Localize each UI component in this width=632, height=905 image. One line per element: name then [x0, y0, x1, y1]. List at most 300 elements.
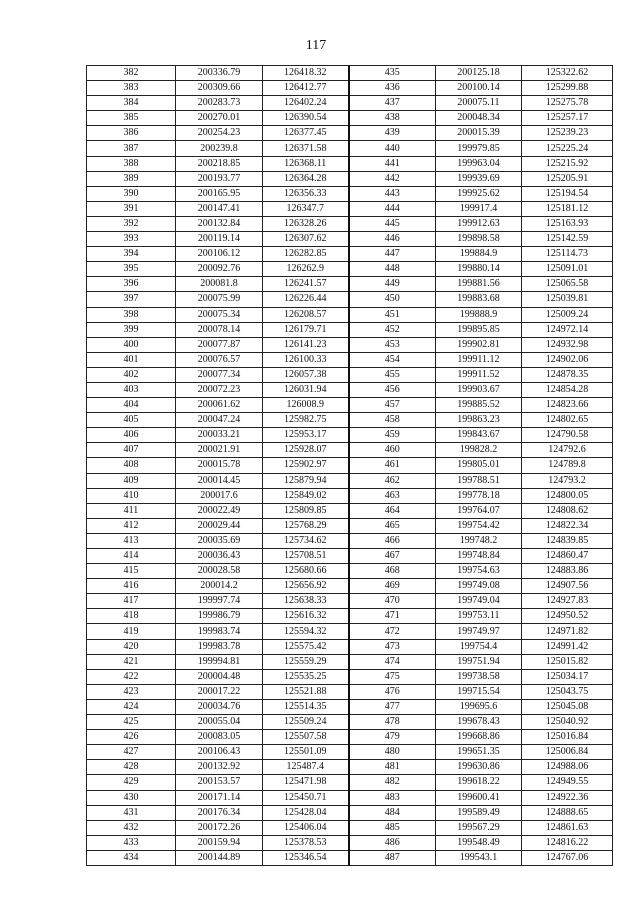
y-coordinate-cell: 125902.97	[263, 458, 349, 473]
y-coordinate-cell: 125205.91	[522, 171, 613, 186]
y-coordinate-cell: 124822.34	[522, 518, 613, 533]
y-coordinate-cell: 126328.26	[263, 216, 349, 231]
table-row	[87, 66, 613, 81]
x-coordinate-cell: 199618.22	[436, 775, 522, 790]
table-row	[87, 654, 613, 669]
x-coordinate-cell: 199925.62	[436, 186, 522, 201]
point-number-cell: 396	[87, 277, 176, 292]
point-number-cell: 487	[349, 850, 436, 865]
x-coordinate-cell: 199754.4	[436, 639, 522, 654]
page-number: 117	[305, 38, 327, 53]
x-coordinate-cell: 200092.76	[176, 262, 263, 277]
point-number-cell: 397	[87, 292, 176, 307]
point-number-cell: 480	[349, 745, 436, 760]
x-coordinate-cell: 200036.43	[176, 549, 263, 564]
y-coordinate-cell: 125346.54	[263, 850, 349, 865]
y-coordinate-cell: 125015.82	[522, 654, 613, 669]
x-coordinate-cell: 200015.39	[436, 126, 522, 141]
y-coordinate-cell: 124802.65	[522, 413, 613, 428]
y-coordinate-cell: 126208.57	[263, 307, 349, 322]
y-coordinate-cell: 125215.92	[522, 156, 613, 171]
x-coordinate-cell: 200081.8	[176, 277, 263, 292]
table-row	[87, 639, 613, 654]
x-coordinate-cell: 199843.67	[436, 428, 522, 443]
point-number-cell: 437	[349, 96, 436, 111]
table-row	[87, 262, 613, 277]
table-row	[87, 186, 613, 201]
coordinates-table	[86, 65, 613, 866]
y-coordinate-cell: 125879.94	[263, 473, 349, 488]
x-coordinate-cell: 199678.43	[436, 715, 522, 730]
x-coordinate-cell: 200076.57	[176, 352, 263, 367]
y-coordinate-cell: 124907.56	[522, 579, 613, 594]
y-coordinate-cell: 124854.28	[522, 382, 613, 397]
y-coordinate-cell: 125016.84	[522, 730, 613, 745]
table-row	[87, 277, 613, 292]
point-number-cell: 441	[349, 156, 436, 171]
y-coordinate-cell: 125928.07	[263, 443, 349, 458]
x-coordinate-cell: 200172.26	[176, 820, 263, 835]
x-coordinate-cell: 200075.34	[176, 307, 263, 322]
table-row	[87, 549, 613, 564]
point-number-cell: 473	[349, 639, 436, 654]
point-number-cell: 484	[349, 805, 436, 820]
point-number-cell: 485	[349, 820, 436, 835]
point-number-cell: 399	[87, 322, 176, 337]
x-coordinate-cell: 200309.66	[176, 81, 263, 96]
point-number-cell: 443	[349, 186, 436, 201]
y-coordinate-cell: 126100.33	[263, 352, 349, 367]
point-number-cell: 427	[87, 745, 176, 760]
y-coordinate-cell: 126412.77	[263, 81, 349, 96]
point-number-cell: 384	[87, 96, 176, 111]
x-coordinate-cell: 200075.99	[176, 292, 263, 307]
x-coordinate-cell: 199738.58	[436, 669, 522, 684]
y-coordinate-cell: 125450.71	[263, 790, 349, 805]
x-coordinate-cell: 199749.04	[436, 594, 522, 609]
y-coordinate-cell: 125322.62	[522, 66, 613, 81]
point-number-cell: 446	[349, 232, 436, 247]
point-number-cell: 477	[349, 699, 436, 714]
point-number-cell: 394	[87, 247, 176, 262]
y-coordinate-cell: 126356.33	[263, 186, 349, 201]
x-coordinate-cell: 199749.97	[436, 624, 522, 639]
y-coordinate-cell: 126282.85	[263, 247, 349, 262]
x-coordinate-cell: 200055.04	[176, 715, 263, 730]
x-coordinate-cell: 200078.14	[176, 322, 263, 337]
y-coordinate-cell: 124971.82	[522, 624, 613, 639]
table-row	[87, 322, 613, 337]
x-coordinate-cell: 199994.81	[176, 654, 263, 669]
point-number-cell: 406	[87, 428, 176, 443]
point-number-cell: 452	[349, 322, 436, 337]
y-coordinate-cell: 126368.11	[263, 156, 349, 171]
y-coordinate-cell: 124972.14	[522, 322, 613, 337]
point-number-cell: 462	[349, 473, 436, 488]
point-number-cell: 474	[349, 654, 436, 669]
x-coordinate-cell: 200132.84	[176, 216, 263, 231]
point-number-cell: 447	[349, 247, 436, 262]
y-coordinate-cell: 124950.52	[522, 609, 613, 624]
x-coordinate-cell: 200100.14	[436, 81, 522, 96]
y-coordinate-cell: 124839.85	[522, 533, 613, 548]
point-number-cell: 467	[349, 549, 436, 564]
point-number-cell: 385	[87, 111, 176, 126]
x-coordinate-cell: 200014.2	[176, 579, 263, 594]
y-coordinate-cell: 126057.38	[263, 367, 349, 382]
x-coordinate-cell: 199986.79	[176, 609, 263, 624]
y-coordinate-cell: 124861.63	[522, 820, 613, 835]
point-number-cell: 444	[349, 201, 436, 216]
x-coordinate-cell: 199828.2	[436, 443, 522, 458]
point-number-cell: 390	[87, 186, 176, 201]
y-coordinate-cell: 125514.35	[263, 699, 349, 714]
x-coordinate-cell: 200193.77	[176, 171, 263, 186]
x-coordinate-cell: 199668.86	[436, 730, 522, 745]
y-coordinate-cell: 124878.35	[522, 367, 613, 382]
x-coordinate-cell: 200077.34	[176, 367, 263, 382]
x-coordinate-cell: 199898.58	[436, 232, 522, 247]
y-coordinate-cell: 126364.28	[263, 171, 349, 186]
x-coordinate-cell: 199917.4	[436, 201, 522, 216]
x-coordinate-cell: 200218.85	[176, 156, 263, 171]
x-coordinate-cell: 200029.44	[176, 518, 263, 533]
table-row	[87, 790, 613, 805]
x-coordinate-cell: 200283.73	[176, 96, 263, 111]
point-number-cell: 483	[349, 790, 436, 805]
table-row	[87, 111, 613, 126]
y-coordinate-cell: 126226.44	[263, 292, 349, 307]
y-coordinate-cell: 125953.17	[263, 428, 349, 443]
x-coordinate-cell: 199754.42	[436, 518, 522, 533]
point-number-cell: 414	[87, 549, 176, 564]
y-coordinate-cell: 126031.94	[263, 382, 349, 397]
y-coordinate-cell: 125507.58	[263, 730, 349, 745]
y-coordinate-cell: 126179.71	[263, 322, 349, 337]
table-row	[87, 443, 613, 458]
y-coordinate-cell: 125299.88	[522, 81, 613, 96]
point-number-cell: 454	[349, 352, 436, 367]
y-coordinate-cell: 126390.54	[263, 111, 349, 126]
y-coordinate-cell: 124988.06	[522, 760, 613, 775]
table-row	[87, 171, 613, 186]
x-coordinate-cell: 199589.49	[436, 805, 522, 820]
x-coordinate-cell: 200072.23	[176, 382, 263, 397]
point-number-cell: 465	[349, 518, 436, 533]
point-number-cell: 424	[87, 699, 176, 714]
point-number-cell: 388	[87, 156, 176, 171]
x-coordinate-cell: 199983.74	[176, 624, 263, 639]
x-coordinate-cell: 199778.18	[436, 488, 522, 503]
table-row	[87, 699, 613, 714]
point-number-cell: 482	[349, 775, 436, 790]
point-number-cell: 391	[87, 201, 176, 216]
point-number-cell: 440	[349, 141, 436, 156]
y-coordinate-cell: 125034.17	[522, 669, 613, 684]
y-coordinate-cell: 125257.17	[522, 111, 613, 126]
x-coordinate-cell: 200033.21	[176, 428, 263, 443]
table-row	[87, 760, 613, 775]
point-number-cell: 408	[87, 458, 176, 473]
point-number-cell: 422	[87, 669, 176, 684]
point-number-cell: 478	[349, 715, 436, 730]
y-coordinate-cell: 125809.85	[263, 503, 349, 518]
x-coordinate-cell: 199863.23	[436, 413, 522, 428]
table-row	[87, 458, 613, 473]
x-coordinate-cell: 200014.45	[176, 473, 263, 488]
point-number-cell: 419	[87, 624, 176, 639]
table-row	[87, 398, 613, 413]
x-coordinate-cell: 200153.57	[176, 775, 263, 790]
point-number-cell: 453	[349, 337, 436, 352]
x-coordinate-cell: 200077.87	[176, 337, 263, 352]
x-coordinate-cell: 200165.95	[176, 186, 263, 201]
y-coordinate-cell: 125275.78	[522, 96, 613, 111]
x-coordinate-cell: 199895.85	[436, 322, 522, 337]
y-coordinate-cell: 125045.08	[522, 699, 613, 714]
point-number-cell: 383	[87, 81, 176, 96]
x-coordinate-cell: 199548.49	[436, 835, 522, 850]
point-number-cell: 442	[349, 171, 436, 186]
x-coordinate-cell: 199979.85	[436, 141, 522, 156]
x-coordinate-cell: 200176.34	[176, 805, 263, 820]
x-coordinate-cell: 199753.11	[436, 609, 522, 624]
point-number-cell: 458	[349, 413, 436, 428]
y-coordinate-cell: 125039.81	[522, 292, 613, 307]
x-coordinate-cell: 200119.14	[176, 232, 263, 247]
point-number-cell: 431	[87, 805, 176, 820]
table-row	[87, 579, 613, 594]
y-coordinate-cell: 124883.86	[522, 564, 613, 579]
y-coordinate-cell: 126377.45	[263, 126, 349, 141]
point-number-cell: 382	[87, 66, 176, 81]
x-coordinate-cell: 200254.23	[176, 126, 263, 141]
x-coordinate-cell: 200336.79	[176, 66, 263, 81]
point-number-cell: 445	[349, 216, 436, 231]
x-coordinate-cell: 199630.86	[436, 760, 522, 775]
point-number-cell: 416	[87, 579, 176, 594]
y-coordinate-cell: 125114.73	[522, 247, 613, 262]
y-coordinate-cell: 126307.62	[263, 232, 349, 247]
table-row	[87, 247, 613, 262]
point-number-cell: 449	[349, 277, 436, 292]
point-number-cell: 460	[349, 443, 436, 458]
point-number-cell: 468	[349, 564, 436, 579]
point-number-cell: 415	[87, 564, 176, 579]
point-number-cell: 404	[87, 398, 176, 413]
x-coordinate-cell: 199888.9	[436, 307, 522, 322]
x-coordinate-cell: 199748.2	[436, 533, 522, 548]
x-coordinate-cell: 200047.24	[176, 413, 263, 428]
point-number-cell: 434	[87, 850, 176, 865]
y-coordinate-cell: 124902.06	[522, 352, 613, 367]
point-number-cell: 421	[87, 654, 176, 669]
table-row	[87, 518, 613, 533]
y-coordinate-cell: 124823.66	[522, 398, 613, 413]
y-coordinate-cell: 124789.8	[522, 458, 613, 473]
point-number-cell: 386	[87, 126, 176, 141]
x-coordinate-cell: 199912.63	[436, 216, 522, 231]
y-coordinate-cell: 124808.62	[522, 503, 613, 518]
x-coordinate-cell: 199764.07	[436, 503, 522, 518]
y-coordinate-cell: 125225.24	[522, 141, 613, 156]
point-number-cell: 393	[87, 232, 176, 247]
y-coordinate-cell: 125040.92	[522, 715, 613, 730]
point-number-cell: 429	[87, 775, 176, 790]
y-coordinate-cell: 125734.62	[263, 533, 349, 548]
x-coordinate-cell: 200239.8	[176, 141, 263, 156]
point-number-cell: 398	[87, 307, 176, 322]
point-number-cell: 472	[349, 624, 436, 639]
x-coordinate-cell: 200034.76	[176, 699, 263, 714]
y-coordinate-cell: 125194.54	[522, 186, 613, 201]
point-number-cell: 426	[87, 730, 176, 745]
y-coordinate-cell: 124991.42	[522, 639, 613, 654]
x-coordinate-cell: 200017.6	[176, 488, 263, 503]
x-coordinate-cell: 199885.52	[436, 398, 522, 413]
point-number-cell: 425	[87, 715, 176, 730]
point-number-cell: 466	[349, 533, 436, 548]
x-coordinate-cell: 199997.74	[176, 594, 263, 609]
y-coordinate-cell: 125378.53	[263, 835, 349, 850]
point-number-cell: 395	[87, 262, 176, 277]
x-coordinate-cell: 199751.94	[436, 654, 522, 669]
point-number-cell: 430	[87, 790, 176, 805]
point-number-cell: 463	[349, 488, 436, 503]
y-coordinate-cell: 124816.22	[522, 835, 613, 850]
y-coordinate-cell: 126262.9	[263, 262, 349, 277]
table-row	[87, 850, 613, 865]
x-coordinate-cell: 200015.78	[176, 458, 263, 473]
point-number-cell: 411	[87, 503, 176, 518]
y-coordinate-cell: 125521.88	[263, 684, 349, 699]
x-coordinate-cell: 200028.58	[176, 564, 263, 579]
y-coordinate-cell: 124927.83	[522, 594, 613, 609]
y-coordinate-cell: 126008.9	[263, 398, 349, 413]
point-number-cell: 432	[87, 820, 176, 835]
y-coordinate-cell: 124767.06	[522, 850, 613, 865]
table-row	[87, 232, 613, 247]
table-row	[87, 96, 613, 111]
y-coordinate-cell: 125501.09	[263, 745, 349, 760]
table-row	[87, 352, 613, 367]
table-row	[87, 503, 613, 518]
table-row	[87, 684, 613, 699]
y-coordinate-cell: 125509.24	[263, 715, 349, 730]
x-coordinate-cell: 200061.62	[176, 398, 263, 413]
y-coordinate-cell: 125043.75	[522, 684, 613, 699]
x-coordinate-cell: 200048.34	[436, 111, 522, 126]
x-coordinate-cell: 199902.81	[436, 337, 522, 352]
x-coordinate-cell: 199651.35	[436, 745, 522, 760]
point-number-cell: 470	[349, 594, 436, 609]
table-row	[87, 594, 613, 609]
point-number-cell: 392	[87, 216, 176, 231]
point-number-cell: 401	[87, 352, 176, 367]
y-coordinate-cell: 126141.23	[263, 337, 349, 352]
point-number-cell: 410	[87, 488, 176, 503]
x-coordinate-cell: 199600.41	[436, 790, 522, 805]
table-row	[87, 216, 613, 231]
point-number-cell: 420	[87, 639, 176, 654]
y-coordinate-cell: 125406.04	[263, 820, 349, 835]
table-row	[87, 564, 613, 579]
point-number-cell: 439	[349, 126, 436, 141]
point-number-cell: 479	[349, 730, 436, 745]
point-number-cell: 448	[349, 262, 436, 277]
point-number-cell: 486	[349, 835, 436, 850]
x-coordinate-cell: 199884.9	[436, 247, 522, 262]
y-coordinate-cell: 124922.36	[522, 790, 613, 805]
y-coordinate-cell: 126402.24	[263, 96, 349, 111]
y-coordinate-cell: 125239.23	[522, 126, 613, 141]
y-coordinate-cell: 125471.98	[263, 775, 349, 790]
y-coordinate-cell: 126241.57	[263, 277, 349, 292]
x-coordinate-cell: 199881.56	[436, 277, 522, 292]
x-coordinate-cell: 200270.01	[176, 111, 263, 126]
point-number-cell: 464	[349, 503, 436, 518]
y-coordinate-cell: 125559.29	[263, 654, 349, 669]
point-number-cell: 418	[87, 609, 176, 624]
table-row	[87, 141, 613, 156]
x-coordinate-cell: 199754.63	[436, 564, 522, 579]
y-coordinate-cell: 126418.32	[263, 66, 349, 81]
point-number-cell: 402	[87, 367, 176, 382]
y-coordinate-cell: 125849.02	[263, 488, 349, 503]
y-coordinate-cell: 125616.32	[263, 609, 349, 624]
y-coordinate-cell: 125656.92	[263, 579, 349, 594]
table-row	[87, 835, 613, 850]
x-coordinate-cell: 200004.48	[176, 669, 263, 684]
point-number-cell: 435	[349, 66, 436, 81]
y-coordinate-cell: 125638.33	[263, 594, 349, 609]
y-coordinate-cell: 125428.04	[263, 805, 349, 820]
x-coordinate-cell: 200021.91	[176, 443, 263, 458]
y-coordinate-cell: 124800.05	[522, 488, 613, 503]
table-row	[87, 81, 613, 96]
x-coordinate-cell: 200171.14	[176, 790, 263, 805]
x-coordinate-cell: 200083.05	[176, 730, 263, 745]
table-row	[87, 624, 613, 639]
table-row	[87, 609, 613, 624]
y-coordinate-cell: 125006.84	[522, 745, 613, 760]
point-number-cell: 403	[87, 382, 176, 397]
y-coordinate-cell: 125142.59	[522, 232, 613, 247]
x-coordinate-cell: 200035.69	[176, 533, 263, 548]
table-row	[87, 126, 613, 141]
y-coordinate-cell: 125708.51	[263, 549, 349, 564]
point-number-cell: 438	[349, 111, 436, 126]
point-number-cell: 475	[349, 669, 436, 684]
table-row	[87, 730, 613, 745]
point-number-cell: 481	[349, 760, 436, 775]
y-coordinate-cell: 125181.12	[522, 201, 613, 216]
table-row	[87, 775, 613, 790]
point-number-cell: 423	[87, 684, 176, 699]
x-coordinate-cell: 199939.69	[436, 171, 522, 186]
point-number-cell: 389	[87, 171, 176, 186]
point-number-cell: 450	[349, 292, 436, 307]
x-coordinate-cell: 200147.41	[176, 201, 263, 216]
point-number-cell: 407	[87, 443, 176, 458]
y-coordinate-cell: 125768.29	[263, 518, 349, 533]
point-number-cell: 412	[87, 518, 176, 533]
x-coordinate-cell: 199788.51	[436, 473, 522, 488]
point-number-cell: 457	[349, 398, 436, 413]
x-coordinate-cell: 199883.68	[436, 292, 522, 307]
y-coordinate-cell: 125535.25	[263, 669, 349, 684]
y-coordinate-cell: 124949.55	[522, 775, 613, 790]
